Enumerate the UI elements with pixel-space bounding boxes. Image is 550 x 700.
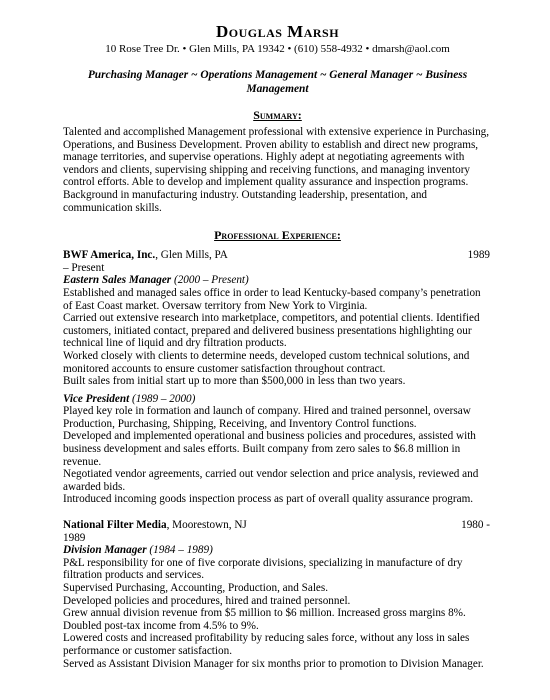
role-item: Established and managed sales office in order to lead Kentucky-based company’s penetration of East Coast market. Oversaw territory from New York to Virginia. (63, 286, 481, 312)
role-item: Introduced incoming goods inspection process as part of overall quality assurance program. (63, 493, 474, 506)
role-item: Worked closely with clients to determine needs, developed custom technical solutions, and monitored accounts to ensure customer satisfaction throughout contract. (63, 349, 470, 375)
role-title: Eastern Sales Manager (63, 274, 172, 287)
company-info (63, 249, 228, 262)
company-location: , Moorestown, NJ (166, 519, 247, 532)
role-item: Developed and implemented operational and business policies and procedures, assisted with business development and sales efforts. Built company from zero sales to $6.8 million in revenue. (63, 430, 476, 468)
company-line (63, 249, 492, 262)
summary-heading: Summary: (253, 108, 302, 122)
role-item: Played key role in formation and launch of company. Hired and trained personnel, oversaw Production, Purchasing, Shipping, Receiving, and Inventory Control functions. (63, 405, 471, 430)
company-years: 1989 (467, 249, 490, 262)
summary-text: Talented and accomplished Management professional with extensive experience in Purchasing, Operations, and Business Development. Proven ability to establish and direct new programs, manage territories, and supervise operations. Highly adept at negotiating agreements with vendors and clients, supervising shipping and receiving functions, and managing inventory control efforts. Able to develop and implement quality assurance and inspection programs. Background in manufacturing industry. Outstanding leadership, presentation, and communication skills. (63, 126, 490, 214)
role-title: Vice President (63, 392, 130, 405)
role-dates: (1984 – 1989) (146, 544, 213, 557)
role-item: Supervised Purchasing, Accounting, Production, and Sales. (63, 582, 329, 594)
candidate-name: Douglas Marsh (215, 22, 340, 41)
objective-headline (63, 68, 492, 96)
company-info (63, 519, 247, 532)
role-title-line (63, 274, 492, 287)
role-item: P&L responsibility for one of five corporate divisions, specializing in manufacture of dry filtration products and services. (63, 556, 463, 582)
objective-line-1: Purchasing Manager ~ Operations Management ~ General Manager ~ Business (87, 69, 468, 81)
role-item: Lowered costs and increased profitability by reducing sales force, without any loss in sales performance or customer satisfaction. (63, 632, 470, 657)
role-item: Negotiated vendor agreements, carried out vendor selection and price analysis, reviewed and awarded bids. (63, 468, 479, 493)
role-dates: (1989 – 2000) (129, 392, 196, 405)
role-item: Served as Assistant Division Manager for six months prior to promotion to Division Manager. (63, 657, 484, 670)
role-title-line (63, 544, 492, 557)
role-title-line (63, 393, 492, 406)
company-name: BWF America, Inc. (63, 249, 156, 262)
job-entry (63, 519, 492, 670)
company-location: , Glen Mills, PA (155, 249, 228, 262)
role-item: Carried out extensive research into marketplace, competitors, and potential clients. Identified customers, initiated contact, prepared and delivered business presentations highlighting our technical line of liquid and dry filtration products. (63, 312, 480, 350)
role-dates: (2000 – Present) (171, 274, 249, 287)
company-years-continued: 1989 (63, 531, 86, 544)
objective-line-2: Management (246, 83, 309, 95)
role-item: Developed policies and procedures, hired and trained personnel. (63, 594, 351, 607)
company-years: 1980 - (461, 519, 490, 532)
role-item: Grew annual division revenue from $5 million to $6 million. Increased gross margins 8%. Doubled post-tax income from 4.5% to 9%. (63, 607, 466, 632)
company-name: National Filter Media (63, 519, 167, 532)
role-title: Division Manager (63, 544, 147, 557)
job-entry (63, 249, 492, 506)
experience-heading: Professional Experience: (214, 228, 341, 243)
role-item: Built sales from initial start up to more than $500,000 in less than two years. (63, 375, 406, 388)
company-line (63, 519, 492, 532)
contact-line: 10 Rose Tree Dr. • Glen Mills, PA 19342 • (610) 558-4932 • dmarsh@aol.com (105, 43, 450, 55)
company-years-continued: – Present (63, 261, 105, 274)
